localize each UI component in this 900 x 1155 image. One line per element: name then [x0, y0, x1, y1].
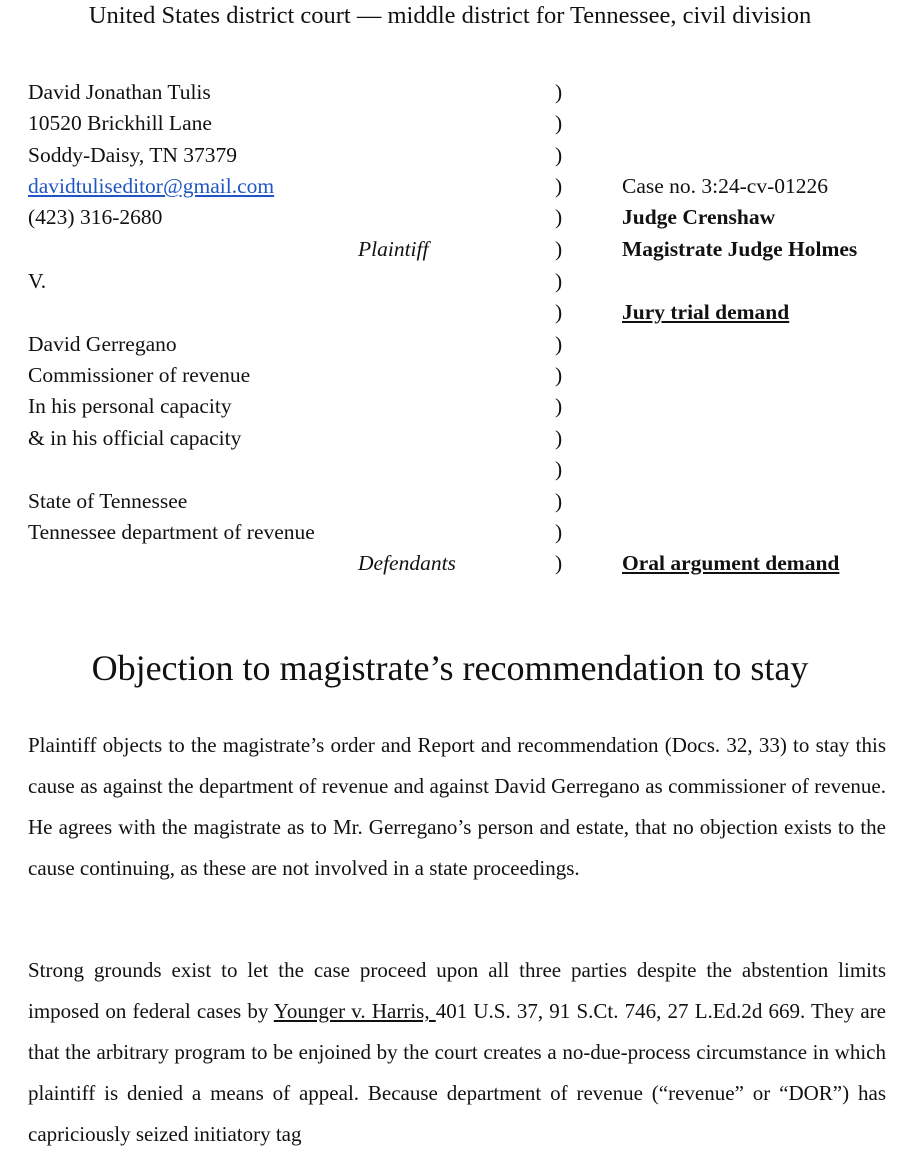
caption-paren: ) [555, 269, 563, 293]
caption-paren: ) [555, 489, 563, 513]
defendants-role-label: Defendants [358, 551, 456, 575]
court-header: United States district court — middle district for Tennessee, civil division [88, 2, 812, 29]
defendant-capacity-official: & in his official capacity [28, 426, 242, 450]
caption-paren: ) [555, 111, 563, 135]
defendant-name: David Gerregano [28, 332, 177, 356]
caption-paren: ) [555, 394, 563, 418]
versus-label: V. [28, 269, 47, 293]
caption-paren: ) [555, 551, 563, 575]
caption-paren: ) [555, 426, 563, 450]
plaintiff-name: David Jonathan Tulis [28, 80, 211, 104]
caption-paren: ) [555, 300, 563, 324]
document-title: Objection to magistrate’s recommendation to stay [91, 648, 809, 688]
caption-paren: ) [555, 520, 563, 544]
jury-trial-demand: Jury trial demand [622, 300, 790, 324]
magistrate-judge-name: Magistrate Judge Holmes [622, 237, 858, 261]
caption-paren: ) [555, 205, 563, 229]
paragraph-2-text-continued: 401 U.S. 37, 91 S.Ct. 746, 27 L.Ed.2d 669. They are that the arbitrary program to be enjoined by the court creates a no-due-process circumstance in which plaintiff is denied a means of appeal. Because department of revenue (“revenue” or “DOR”) has capriciously seized initiatory tag [28, 999, 886, 1146]
caption-paren: ) [555, 457, 563, 481]
paragraph-2-text: Strong grounds exist to let the case proceed upon all three parties despite the abstention limits imposed on federal cases by [28, 958, 886, 1023]
caption-paren: ) [555, 332, 563, 356]
oral-argument-demand: Oral argument demand [622, 551, 840, 575]
caption-paren: ) [555, 143, 563, 167]
caption-paren: ) [555, 363, 563, 387]
caption-paren: ) [555, 80, 563, 104]
plaintiff-role-label: Plaintiff [358, 237, 429, 261]
defendant-state: State of Tennessee [28, 489, 188, 513]
judge-name: Judge Crenshaw [622, 205, 776, 229]
defendant-capacity-personal: In his personal capacity [28, 394, 232, 418]
case-number: Case no. 3:24-cv-01226 [622, 174, 829, 198]
defendant-title: Commissioner of revenue [28, 363, 251, 387]
plaintiff-email-link[interactable]: davidtuliseditor@gmail.com [28, 174, 275, 198]
body-paragraph-2 [28, 950, 886, 1155]
defendant-department: Tennessee department of revenue [28, 520, 315, 544]
plaintiff-city: Soddy-Daisy, TN 37379 [28, 143, 238, 167]
plaintiff-address: 10520 Brickhill Lane [28, 111, 212, 135]
body-paragraph-1: Plaintiff objects to the magistrate’s order and Report and recommendation (Docs. 32, 33) to stay this cause as against the department of revenue and against David Gerregano as commissioner of revenue. He agrees with the magistrate as to Mr. Gerregano’s person and estate, that no objection exists to the cause continuing, as these are not involved in a state proceedings. [28, 733, 886, 880]
plaintiff-phone: (423) 316-2680 [28, 205, 163, 229]
case-citation: Younger v. Harris, [273, 999, 436, 1023]
caption-paren: ) [555, 174, 563, 198]
caption-paren: ) [555, 237, 563, 261]
